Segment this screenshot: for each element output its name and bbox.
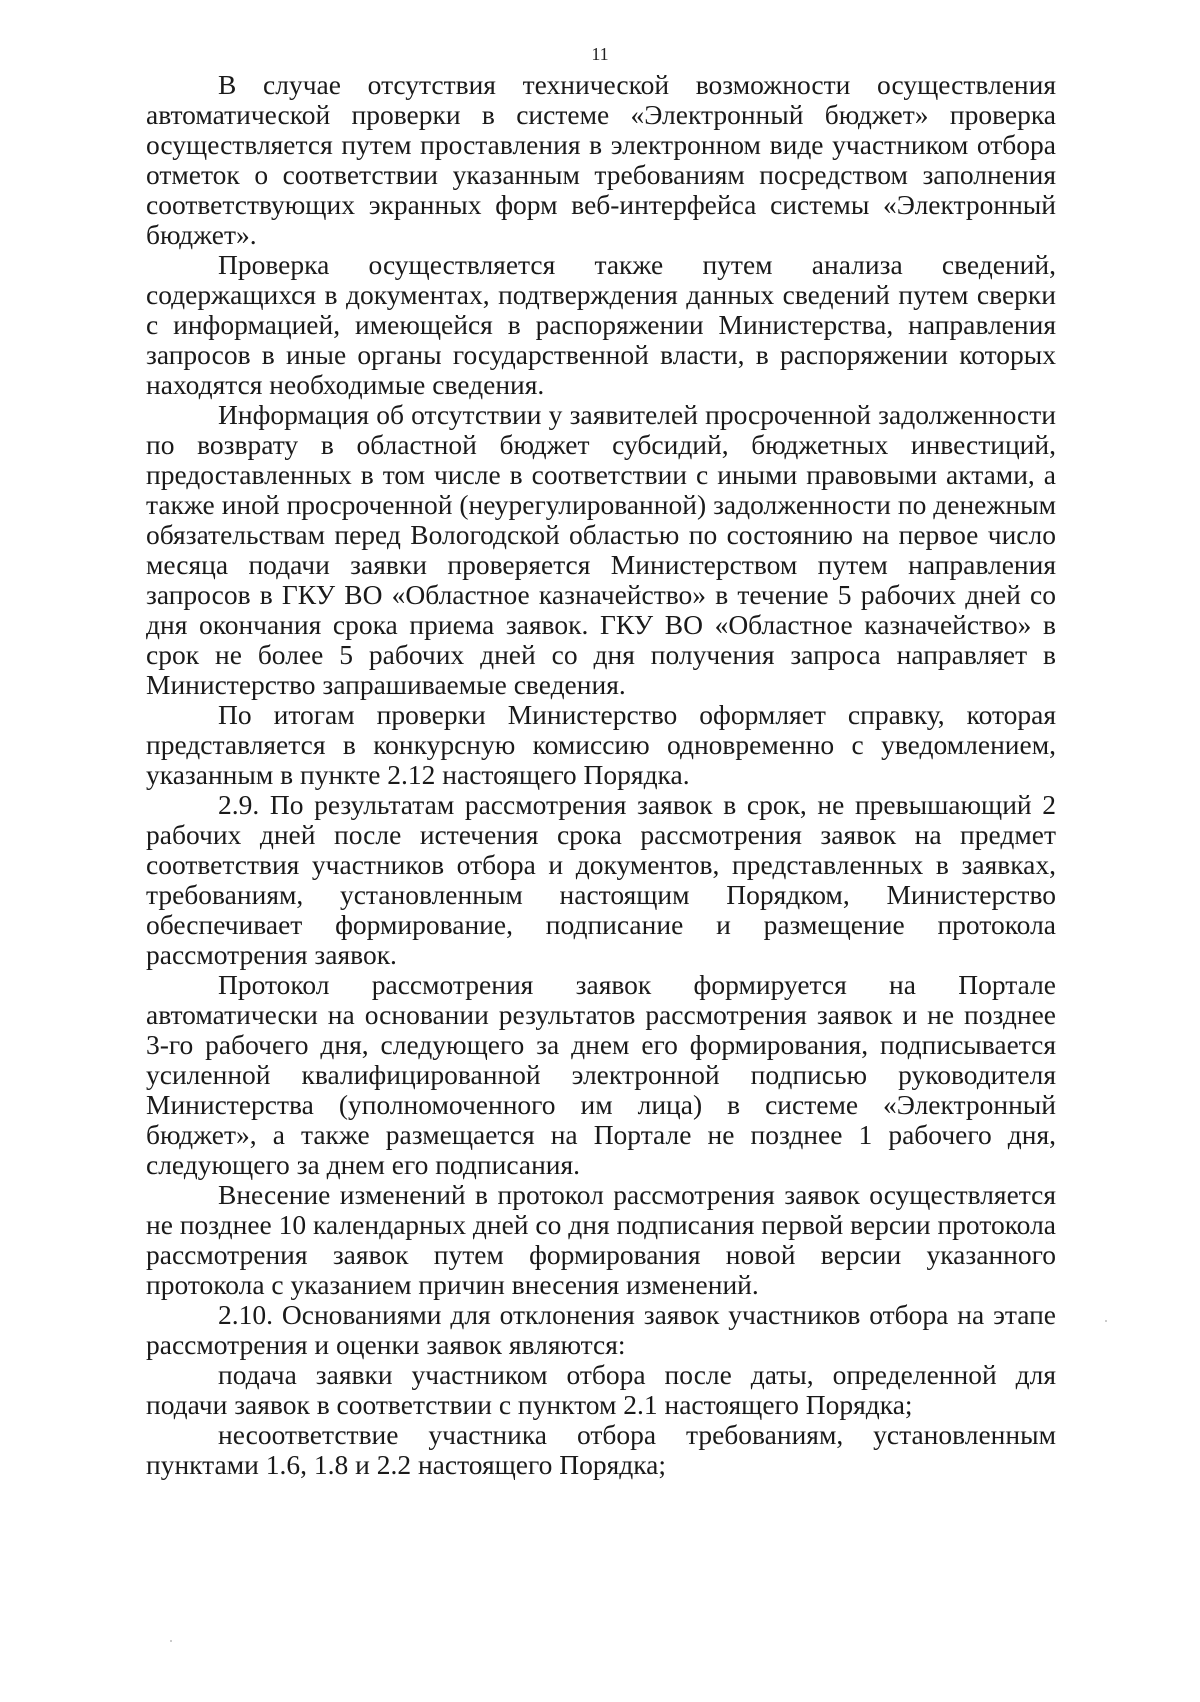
paragraph: несоответствие участника отбора требованиям, установленным пунктами 1.6, 1.8 и 2.2 настоящего Порядка; xyxy=(146,1419,1056,1480)
document-body xyxy=(146,70,1056,1480)
paragraph: Протокол рассмотрения заявок формируется на Портале автоматически на основании результатов рассмотрения заявок и не позднее 3-го рабочего дня, следующего за днем его формирования, подписывается усиленной квалифицированной электронной подписью руководителя Министерства (уполномоченного им лица) в системе «Электронный бюджет», а также размещается на Портале не позднее 1 рабочего дня, следующего за днем его подписания. xyxy=(146,969,1056,1180)
paragraph: Проверка осуществляется также путем анализа сведений, содержащихся в документах, подтверждения данных сведений путем сверки с информацией, имеющейся в распоряжении Министерства, направления запросов в иные органы государственной власти, в распоряжении которых находятся необходимые сведения. xyxy=(146,249,1056,400)
paragraph: В случае отсутствия технической возможности осуществления автоматической проверки в системе «Электронный бюджет» проверка осуществляется путем проставления в электронном виде участником отбора отметок о соответствии указанным требованиям посредством заполнения соответствующих экранных форм веб-интерфейса системы «Электронный бюджет». xyxy=(146,69,1056,250)
page-number: 11 xyxy=(591,44,609,64)
paragraph: подача заявки участником отбора после даты, определенной для подачи заявок в соответствии с пунктом 2.1 настоящего Порядка; xyxy=(146,1359,1056,1420)
paragraph: Информация об отсутствии у заявителей просроченной задолженности по возврату в областной бюджет субсидий, бюджетных инвестиций, предоставленных в том числе в соответствии с иными правовыми актами, а также иной просроченной (неурегулированной) задолженности по денежным обязательствам перед Вологодской областью по состоянию на первое число месяца подачи заявки проверяется Министерством путем направления запросов в ГКУ ВО «Областное казначейство» в течение 5 рабочих дней со дня окончания срока приема заявок. ГКУ ВО «Областное казначейство» в срок не более 5 рабочих дней со дня получения запроса направляет в Министерство запрашиваемые сведения. xyxy=(146,399,1056,700)
paragraph: Внесение изменений в протокол рассмотрения заявок осуществляется не позднее 10 календарных дней со дня подписания первой версии протокола рассмотрения заявок путем формирования новой версии указанного протокола с указанием причин внесения изменений. xyxy=(146,1179,1056,1300)
paragraph: 2.10. Основаниями для отклонения заявок участников отбора на этапе рассмотрения и оценки заявок являются: xyxy=(146,1299,1056,1360)
scan-speck xyxy=(1105,1320,1107,1322)
paragraph: По итогам проверки Министерство оформляет справку, которая представляется в конкурсную комиссию одновременно с уведомлением, указанным в пункте 2.12 настоящего Порядка. xyxy=(146,699,1056,790)
scan-speck xyxy=(170,1640,172,1642)
paragraph: 2.9. По результатам рассмотрения заявок в срок, не превышающий 2 рабочих дней после истечения срока рассмотрения заявок на предмет соответствия участников отбора и документов, представленных в заявках, требованиям, установленным настоящим Порядком, Министерство обеспечивает формирование, подписание и размещение протокола рассмотрения заявок. xyxy=(146,789,1056,970)
